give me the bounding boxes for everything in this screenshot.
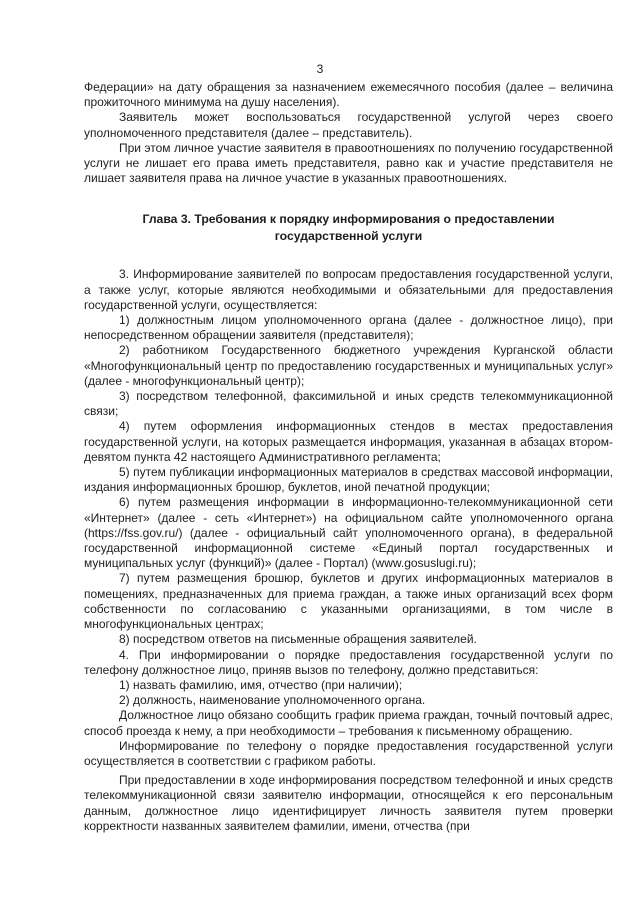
paragraph: 3. Информирование заявителей по вопросам предоставления государственной услуги, а также услуг, которые являются необходимыми и обязательными для предоставления государственной услуги, осуществляется: (84, 267, 613, 312)
list-item: Должностное лицо обязано сообщить график приема граждан, точный почтовый адрес, способ проезда к нему, а при необходимости – требования к письменному обращению. (84, 708, 613, 738)
list-item: 2) работником Государственного бюджетного учреждения Курганской области «Многофункциональный центр по предоставлению государственных и муниципальных услуг» (далее - многофункциональный центр); (84, 343, 613, 388)
list-item: 8) посредством ответов на письменные обращения заявителей. (119, 632, 477, 647)
paragraph: Заявитель может воспользоваться государственной услугой через своего уполномоченного представителя (далее – представитель). (84, 110, 613, 140)
document-body (84, 80, 613, 838)
paragraph: Информирование по телефону о порядке предоставления государственной услуги осуществляется в соответствии с графиком работы. (84, 738, 613, 768)
list-item: 6) путем размещения информации в информационно-телекоммуникационной сети «Интернет» (далее - сеть «Интернет») на официальном сайте уполномоченного органа (https://fss.gov.ru/) (далее - официальный сайт уполномоченного органа), в федеральной государственной информационной системе «Единый портал государственных и муниципальных услуг (функций)» (далее - Портал) (www.gosuslugi.ru); (84, 495, 613, 571)
paragraph: 1) назвать фамилию, имя, отчество (при наличии); (119, 677, 403, 692)
paragraph: При предоставлении в ходе информирования посредством телефонной и иных средств телекоммуникационной связи заявителю информации, относящейся к его персональным данным, должностное лицо идентифицирует личность заявителя путем проверки корректности названных заявителем фамилии, имени, отчества (при (84, 773, 613, 833)
list-item: 4) путем оформления информационных стендов в местах предоставления государственной услуги, на которых размещается информация, указанная в абзацах втором-девятом пункта 42 настоящего Административного регламента; (84, 419, 613, 464)
list-item: 2) должность, наименование уполномоченного органа. (119, 693, 426, 708)
list-item: 4. При информировании о порядке предоставления государственной услуги по телефону должностное лицо, приняв вызов по телефону, должно представиться: (84, 647, 613, 677)
list-item: 3) посредством телефонной, факсимильной и иных средств телекоммуникационной связи; (84, 389, 613, 419)
list-item: 1) должностным лицом уполномоченного органа (далее - должностное лицо), при непосредственном обращении заявителя (представителя); (84, 313, 613, 343)
page-number: 3 (316, 62, 324, 76)
paragraph: При этом личное участие заявителя в правоотношениях по получению государственной услуги не лишает его права иметь представителя, равно как и участие представителя не лишает заявителя права на личное участие в указанных правоотношениях. (84, 140, 613, 186)
list-item: 5) путем публикации информационных материалов в средствах массовой информации, издания информационных брошюр, буклетов, иной печатной продукции; (84, 465, 613, 495)
chapter-heading: Глава 3. Требования к порядку информирования о предоставлении государственной услуги (142, 212, 555, 244)
list-item: 7) путем размещения брошюр, буклетов и других информационных материалов в помещениях, предназначенных для приема граждан, а также иных организаций всех форм собственности по согласованию с указанными организациями, в том числе в многофункциональных центрах; (84, 571, 613, 632)
paragraph: Федерации» на дату обращения за назначением ежемесячного пособия (далее – величина прожиточного минимума на душу населения). (84, 80, 613, 110)
